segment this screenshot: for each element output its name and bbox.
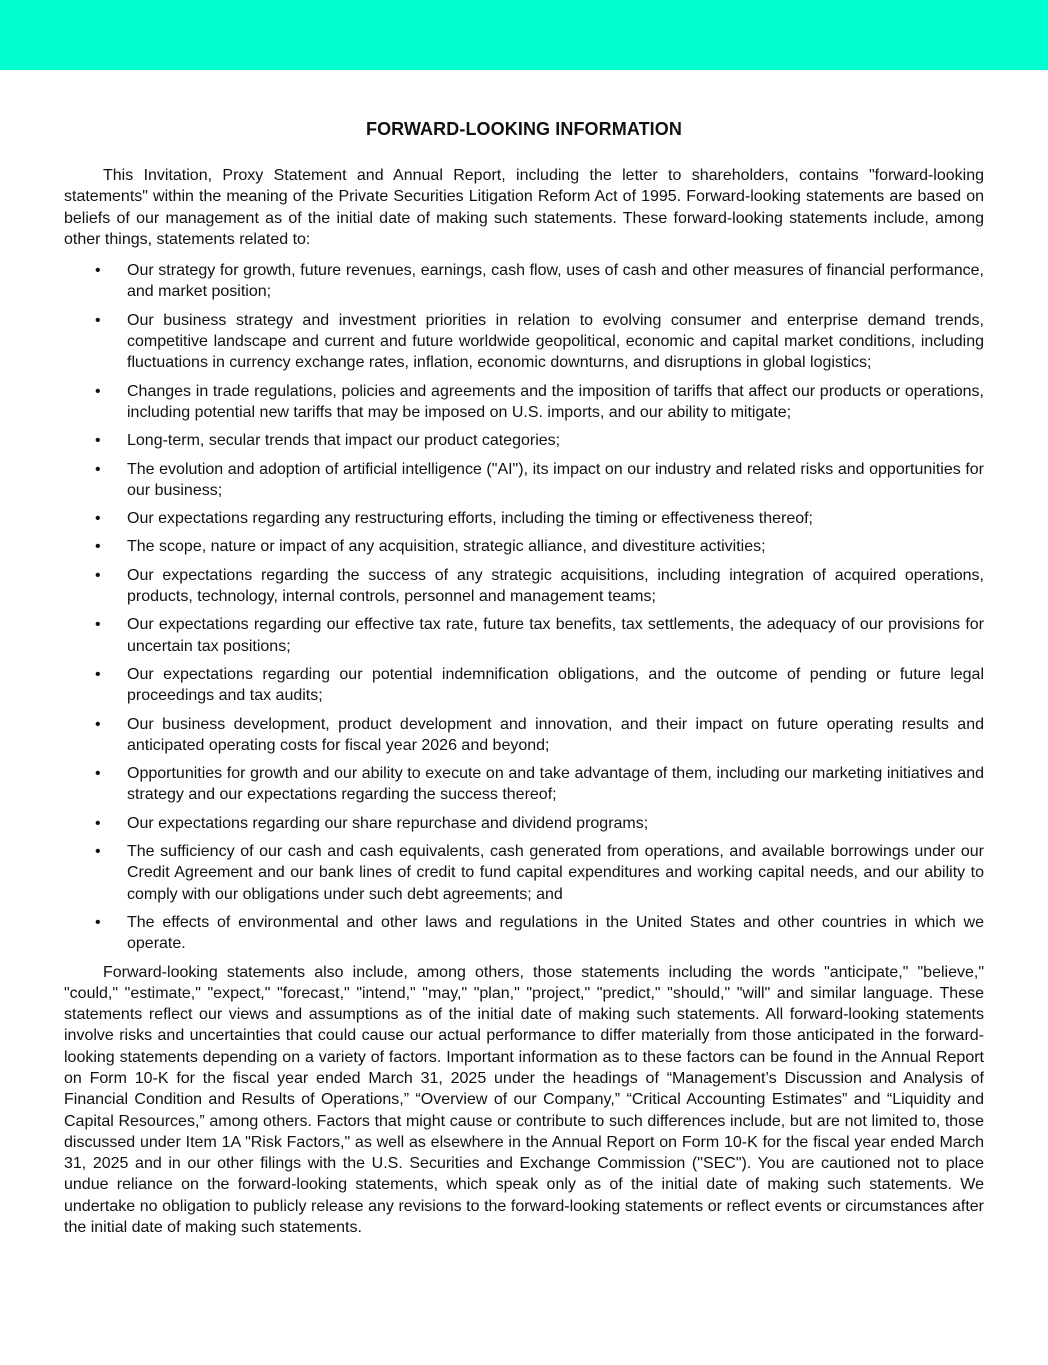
- list-item-text: Our business development, product development and innovation, and their impact on future operating results and anticipated operating costs for fiscal year 2026 and beyond;: [127, 715, 984, 754]
- page-title: FORWARD-LOOKING INFORMATION: [365, 119, 682, 140]
- bullet-icon: •: [95, 665, 101, 683]
- bullet-icon: •: [95, 311, 101, 329]
- intro-paragraph: This Invitation, Proxy Statement and Annual Report, including the letter to shareholders, contains "forward-looking statements" within the meaning of the Private Securities Litigation Reform Act of 1995. Forward-looking statements are based on beliefs of our management as of the initial date of making such statements. These forward-looking statements include, among other things, statements related to:: [64, 167, 984, 248]
- list-item: [64, 459, 984, 502]
- document-body: [64, 165, 984, 1238]
- list-item-text: The scope, nature or impact of any acquisition, strategic alliance, and divestiture activities;: [127, 538, 766, 556]
- bullet-icon: •: [95, 510, 101, 528]
- list-item-text: Our expectations regarding our potential indemnification obligations, and the outcome of pending or future legal proceedings and tax audits;: [127, 665, 984, 705]
- list-item: [64, 260, 984, 303]
- list-item: [64, 536, 984, 557]
- list-item: [64, 912, 984, 955]
- list-item: [64, 614, 984, 657]
- forward-looking-list: [64, 260, 984, 954]
- list-item: [64, 430, 984, 451]
- list-item: [64, 714, 984, 757]
- closing-paragraph: Forward-looking statements also include, among others, those statements including the words "anticipate," "believe," "could," "estimate," "expect," "forecast," "intend," "may," "plan," "project," "predict," "should," "will" and similar language. These statements reflect our views and assumptions as of the initial date of making such statements. All forward-looking statements involve risks and uncertainties that could cause our actual performance to differ materially from those anticipated in the forward-looking statements depending on a variety of factors. Important information as to these factors can be found in the Annual Report on Form 10-K for the fiscal year ended March 31, 2025 under the headings of “Management’s Discussion and Analysis of Financial Condition and Results of Operations,” “Overview of our Company,” “Critical Accounting Estimates” and “Liquidity and Capital Resources,” among others. Factors that might cause or contribute to such differences include, but are not limited to, those discussed under Item 1A "Risk Factors," as well as elsewhere in the Annual Report on Form 10-K for the fiscal year ended March 31, 2025 and in our other filings with the U.S. Securities and Exchange Commission ("SEC"). You are cautioned not to place undue reliance on the forward-looking statements, which speak only as of the initial date of making such statements. We undertake no obligation to publicly release any revisions to the forward-looking statements or reflect events or circumstances after the initial date of making such statements.: [64, 963, 984, 1237]
- list-item-text: Our expectations regarding the success of any strategic acquisitions, including integration of acquired operations, products, technology, internal controls, personnel and management teams;: [127, 566, 984, 606]
- list-item-text: The evolution and adoption of artificial intelligence ("AI"), its impact on our industry and related risks and opportunities for our business;: [127, 460, 984, 499]
- top-color-band: [0, 0, 1048, 70]
- list-item: [64, 664, 984, 707]
- bullet-icon: •: [95, 715, 101, 733]
- bullet-icon: •: [95, 460, 101, 478]
- list-item-text: Opportunities for growth and our ability to execute on and take advantage of them, including our marketing initiatives and strategy and our expectations regarding the success thereof;: [127, 765, 984, 804]
- list-item-text: Our strategy for growth, future revenues, earnings, cash flow, uses of cash and other measures of financial performance, and market position;: [127, 262, 984, 301]
- list-item-text: Our expectations regarding our share repurchase and dividend programs;: [127, 814, 649, 832]
- bullet-icon: •: [95, 843, 101, 861]
- list-item-text: Long-term, secular trends that impact our product categories;: [127, 432, 561, 450]
- list-item: [64, 763, 984, 806]
- list-item: [64, 813, 984, 834]
- list-item: [64, 310, 984, 374]
- list-item: [64, 508, 984, 529]
- list-item-text: Our expectations regarding our effective tax rate, future tax benefits, tax settlements, the adequacy of our provisions for uncertain tax positions;: [127, 616, 984, 655]
- list-item: [64, 381, 984, 424]
- list-item-text: Our business strategy and investment priorities in relation to evolving consumer and enterprise demand trends, competitive landscape and current and future worldwide geopolitical, economic and capital market conditions, including fluctuations in currency exchange rates, inflation, economic downturns, and disruptions in global logistics;: [127, 311, 984, 372]
- list-item-text: The sufficiency of our cash and cash equivalents, cash generated from operations, and available borrowings under our Credit Agreement and our bank lines of credit to fund capital expenditures and working capital needs, and our ability to comply with our obligations under such debt agreements; and: [127, 843, 984, 903]
- list-item: [64, 841, 984, 905]
- list-item: [64, 565, 984, 608]
- list-item-text: Changes in trade regulations, policies and agreements and the imposition of tariffs that affect our products or operations, including potential new tariffs that may be imposed on U.S. imports, and our ability to mitigate;: [127, 382, 984, 421]
- bullet-icon: •: [95, 616, 101, 634]
- bullet-icon: •: [95, 566, 101, 584]
- bullet-icon: •: [95, 432, 101, 450]
- list-item-text: The effects of environmental and other laws and regulations in the United States and other countries in which we operate.: [127, 913, 984, 953]
- bullet-icon: •: [95, 765, 101, 783]
- list-item-text: Our expectations regarding any restructuring efforts, including the timing or effectiveness thereof;: [127, 510, 813, 528]
- bullet-icon: •: [95, 913, 101, 931]
- bullet-icon: •: [95, 382, 101, 400]
- bullet-icon: •: [95, 538, 101, 556]
- bullet-icon: •: [95, 814, 101, 832]
- bullet-icon: •: [95, 262, 101, 280]
